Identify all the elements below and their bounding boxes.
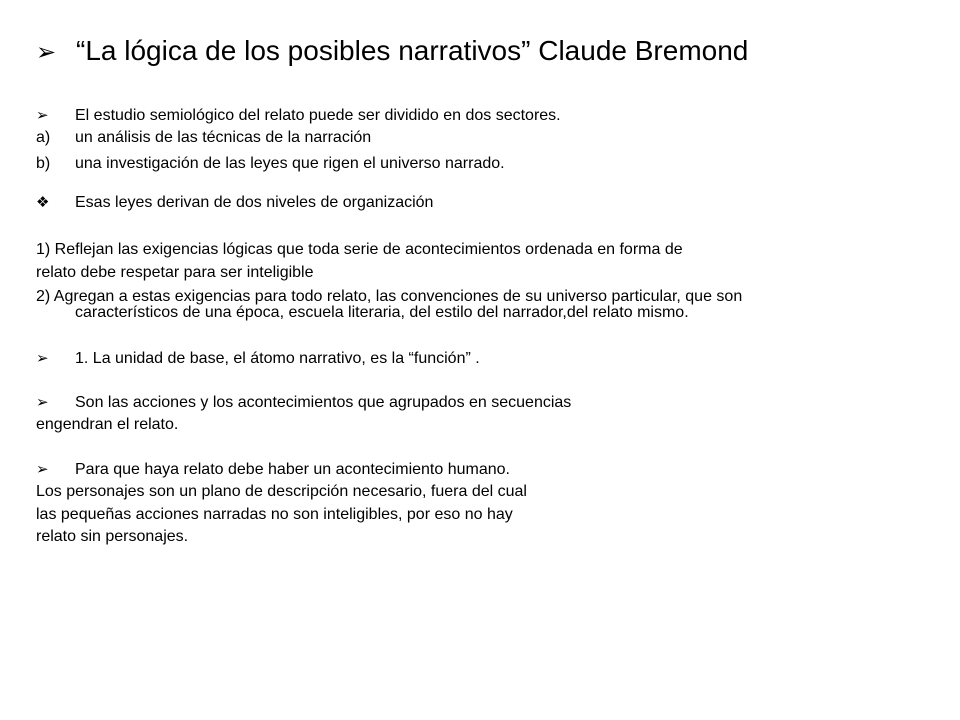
section1-intro: El estudio semiológico del relato puede ser dividido en dos sectores.	[75, 107, 561, 124]
section4-continuation: engendran el relato.	[36, 416, 179, 433]
arrow-bullet-icon: ➢	[36, 350, 49, 367]
section2-text: Esas leyes derivan de dos niveles de organización	[75, 194, 434, 211]
diamond-bullet-icon: ❖	[36, 194, 50, 211]
list-marker: b)	[36, 155, 51, 172]
slide-title	[36, 34, 748, 70]
section3-text: 1. La unidad de base, el átomo narrativo, es la “función” .	[75, 350, 480, 367]
level-1-line-1: 1) Reflejan las exigencias lógicas que toda serie de acontecimientos ordenada en forma de	[36, 241, 683, 258]
arrow-bullet-icon: ➢	[36, 107, 49, 124]
slide-title-text: “La lógica de los posibles narrativos” Claude Bremond	[76, 35, 749, 66]
section4-text: Son las acciones y los acontecimientos que agrupados en secuencias	[75, 394, 572, 411]
list-item: un análisis de las técnicas de la narración	[75, 129, 372, 146]
section5-line-2: Los personajes son un plano de descripción necesario, fuera del cual	[36, 483, 527, 500]
section5-text: Para que haya relato debe haber un acontecimiento humano.	[75, 461, 510, 478]
list-item: una investigación de las leyes que rigen el universo narrado.	[75, 155, 505, 172]
level-2-line-2: característicos de una época, escuela literaria, del estilo del narrador,del relato mismo.	[75, 304, 689, 321]
level-1-line-2: relato debe respetar para ser inteligible	[36, 264, 314, 281]
arrow-bullet-icon: ➢	[36, 461, 49, 478]
section5-line-3: las pequeñas acciones narradas no son inteligibles, por eso no hay	[36, 506, 513, 523]
list-marker: a)	[36, 129, 51, 146]
level-2-line-1: 2) Agregan a estas exigencias para todo relato, las convenciones de su universo particular, que son	[36, 288, 743, 305]
arrow-bullet-icon: ➢	[36, 39, 57, 66]
arrow-bullet-icon: ➢	[36, 394, 49, 411]
section5-line-4: relato sin personajes.	[36, 528, 189, 545]
